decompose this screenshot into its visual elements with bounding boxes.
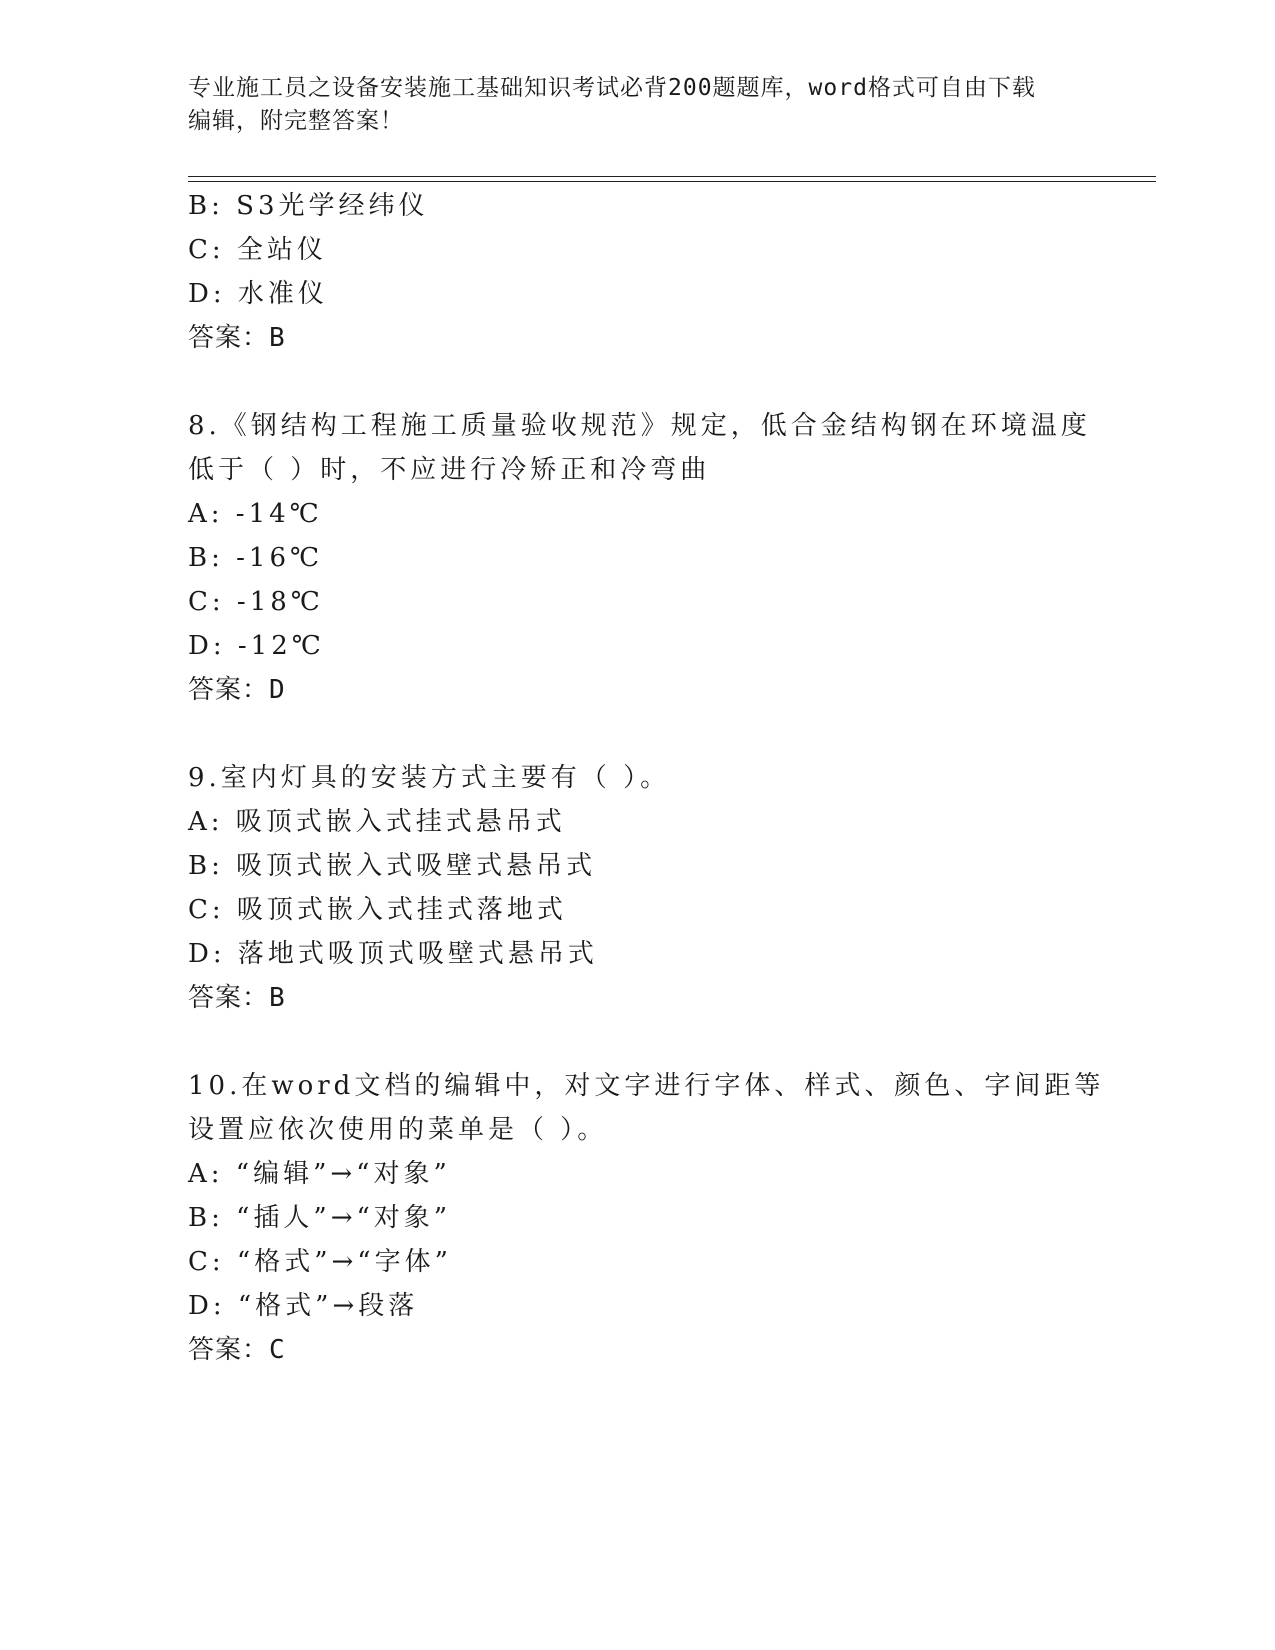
q9-option-b: B: 吸顶式嵌入式吸壁式悬吊式 — [188, 851, 597, 881]
q10-stem-line-2: 设置应依次使用的菜单是（ ）。 — [188, 1115, 608, 1145]
q8-option-b: B: -16℃ — [188, 543, 324, 573]
q8-stem-line-1: 8.《钢结构工程施工质量验收规范》规定，低合金结构钢在环境温度 — [188, 411, 1091, 441]
header-line-1: 专业施工员之设备安装施工基础知识考试必背200题题库，word格式可自由下载 — [188, 75, 1036, 101]
q8-option-a: A: -14℃ — [188, 499, 323, 529]
header-rule-bottom — [188, 181, 1156, 182]
q9-option-a: A: 吸顶式嵌入式挂式悬吊式 — [188, 807, 566, 837]
header-line-2: 编辑，附完整答案！ — [188, 108, 404, 134]
q7-option-c: C: 全站仪 — [188, 235, 327, 265]
q9-answer: 答案：B — [188, 983, 286, 1013]
q10-stem-line-1: 10.在word文档的编辑中，对文字进行字体、样式、颜色、字间距等 — [188, 1071, 1105, 1101]
page-header — [188, 72, 1068, 138]
q9-stem-line-1: 9.室内灯具的安装方式主要有（ ）。 — [188, 763, 671, 793]
q8-option-d: D: -12℃ — [188, 631, 325, 661]
q10-answer: 答案：C — [188, 1335, 286, 1365]
q7-answer: 答案：B — [188, 323, 286, 353]
q9-option-c: C: 吸顶式嵌入式挂式落地式 — [188, 895, 567, 925]
q8-answer: 答案：D — [188, 675, 286, 705]
q10-option-c: C: “格式”→“字体” — [188, 1247, 452, 1277]
q10-option-d: D: “格式”→段落 — [188, 1291, 419, 1321]
q10-option-b: B: “插人”→“对象” — [188, 1203, 452, 1233]
q10-option-a: A: “编辑”→“对象” — [188, 1159, 451, 1189]
q7-option-d: D: 水准仪 — [188, 279, 328, 309]
q8-option-c: C: -18℃ — [188, 587, 324, 617]
header-rule-top — [188, 176, 1156, 177]
q7-option-b: B: S3光学经纬仪 — [188, 191, 429, 221]
q8-stem-line-2: 低于（ ）时，不应进行冷矫正和冷弯曲 — [188, 455, 711, 485]
q9-option-d: D: 落地式吸顶式吸壁式悬吊式 — [188, 939, 598, 969]
